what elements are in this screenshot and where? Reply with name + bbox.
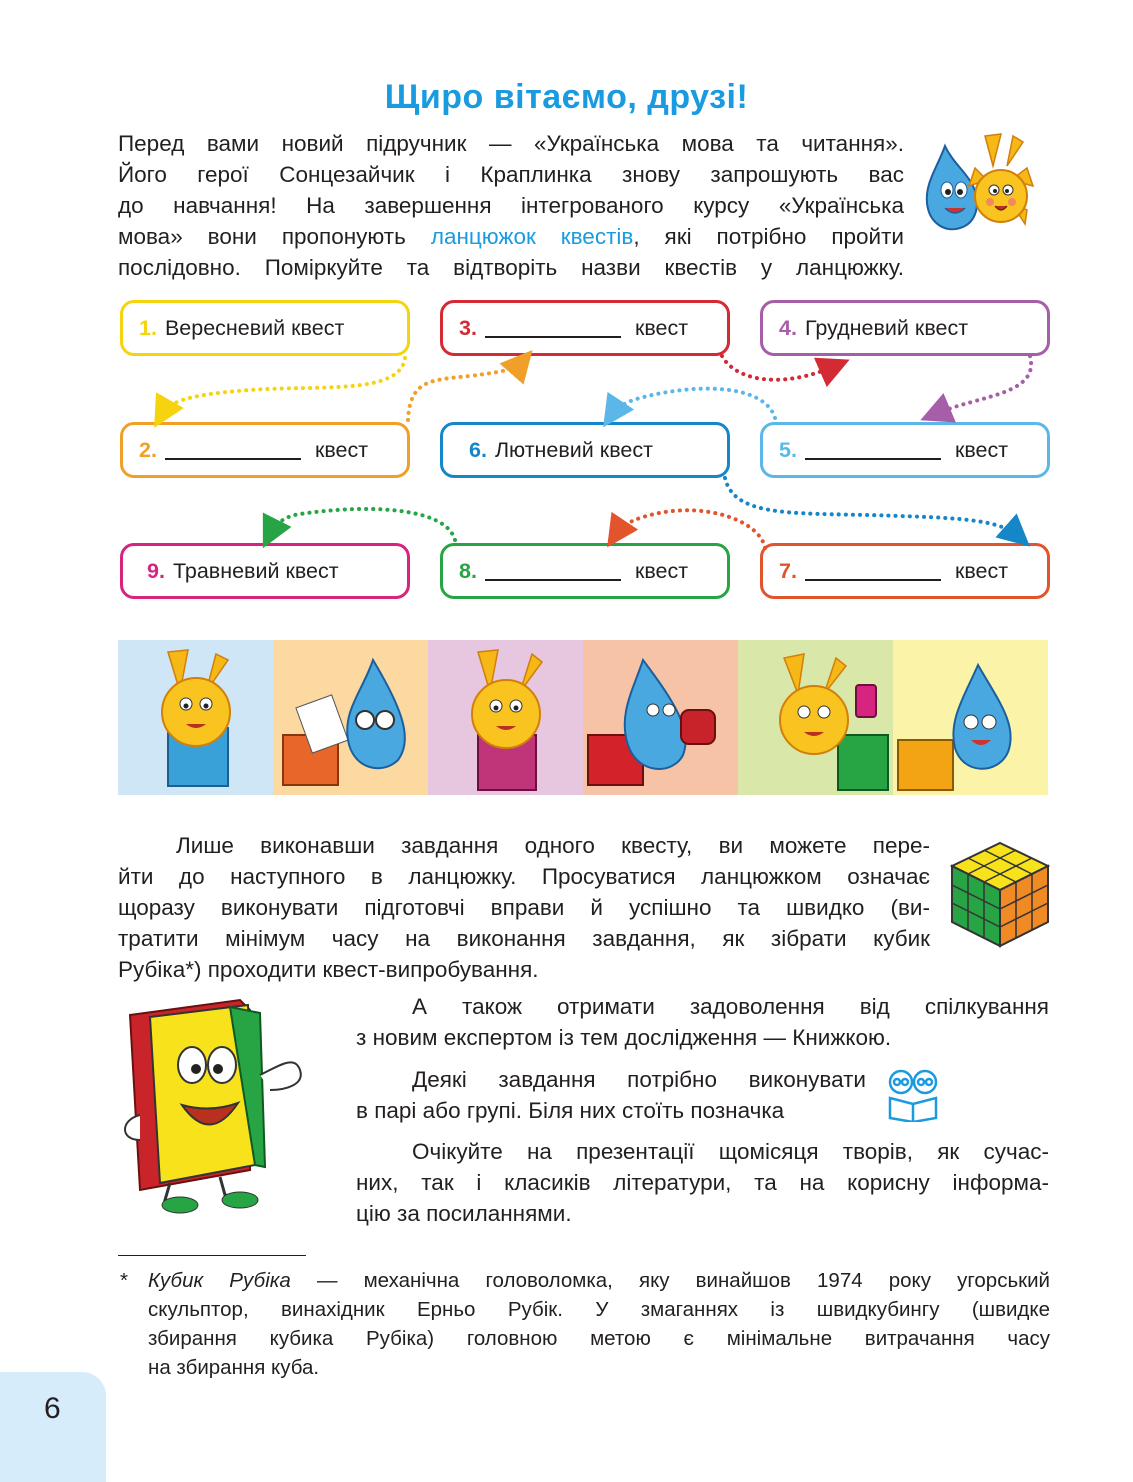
sun-bunny-icon [428, 640, 583, 795]
quest-box-8 [440, 543, 730, 599]
quest-number: 8. [459, 558, 477, 583]
quest-number: 2. [139, 437, 157, 462]
book-line: в парі або групі. Біля них стоїть позначка [356, 1098, 785, 1123]
strip-panel-sun-on-purple-cube [428, 640, 583, 795]
droplet-writing-icon [273, 640, 428, 795]
quest-title: квест [634, 558, 689, 583]
quest-number: 1. [139, 315, 157, 340]
book-line: цію за посиланнями. [356, 1201, 572, 1226]
quest-box-3 [440, 300, 730, 356]
quest-title: Лютневий квест [494, 437, 653, 462]
mascots-illustration [915, 128, 1035, 240]
book-character-icon [110, 995, 330, 1215]
quest-title: квест [954, 437, 1009, 462]
page-number: 6 [44, 1392, 61, 1425]
book-line: з новим експертом із тем дослідження — Книжкою. [356, 1025, 892, 1050]
strip-panel-sun-with-phone [738, 640, 893, 795]
book-line: А також отримати задоволення від спілкування [412, 994, 1049, 1019]
quest-title: квест [634, 315, 689, 340]
footnote-line: на збирання куба. [148, 1356, 320, 1379]
strip-panel-droplet-with-cup [583, 640, 738, 795]
quest-box-4 [760, 300, 1050, 356]
footnote-term: Кубик Рубіка [148, 1269, 291, 1292]
footnote [120, 1266, 1050, 1382]
footnote-divider [118, 1255, 306, 1256]
droplet-character-icon [927, 146, 977, 229]
intro-line: Перед вами новий підручник — «Українська мова та читання». [118, 131, 904, 156]
book-paragraph-3 [356, 1136, 1049, 1229]
rubik-line: щоразу виконувати підготовчі вправи й успішно та швидко (ви- [118, 895, 930, 920]
arrow-1-to-2 [162, 358, 405, 414]
quest-chain-link[interactable]: ланцюжок квестів [430, 224, 634, 249]
book-paragraph-1 [356, 991, 1049, 1053]
quest-title: Грудневий квест [804, 315, 969, 340]
quest-title: Травневий квест [172, 558, 339, 583]
arrow-6-to-7 [725, 478, 1018, 536]
book-paragraph-2 [356, 1064, 866, 1126]
intro-text: , які потрібно пройти [633, 224, 904, 249]
book-line: них, так і класиків літератури, та на корисну інформа- [356, 1170, 1049, 1195]
pair-work-icon [884, 1068, 942, 1122]
rubik-cube-icon [950, 838, 1050, 948]
rubik-paragraph [118, 830, 930, 985]
footnote-text: — механічна головоломка, яку винайшов 1974 року угорський [290, 1269, 1051, 1292]
footnote-body [148, 1266, 1050, 1382]
droplet-with-cup-icon [583, 640, 738, 795]
quest-title: Вересневий квест [164, 315, 345, 340]
book-line: Деякі завдання потрібно виконувати [412, 1067, 866, 1092]
strip-panel-droplet-writing [273, 640, 428, 795]
arrow-4-to-5 [935, 356, 1031, 414]
quest-title: квест [314, 437, 369, 462]
quest-number: 6. [469, 437, 487, 462]
arrow-3-to-4 [722, 356, 835, 380]
quest-number: 4. [779, 315, 797, 340]
quest-number: 7. [779, 558, 797, 583]
quest-blank-field[interactable] [805, 440, 941, 460]
quest-number: 9. [147, 558, 165, 583]
quest-blank-field[interactable] [485, 561, 621, 581]
intro-text: мова» вони пропонують [118, 224, 431, 249]
droplet-dancing-icon [893, 640, 1048, 795]
strip-panel-sun-on-blue-cube [118, 640, 273, 795]
sun-bunny-with-phone-icon [738, 640, 893, 795]
quest-box-9 [120, 543, 410, 599]
characters-strip [118, 640, 1048, 795]
page-title: Щиро вітаємо, друзі! [384, 78, 749, 116]
sun-bunny-icon [118, 640, 273, 795]
intro-paragraph [118, 128, 904, 283]
quest-box-1 [120, 300, 410, 356]
rubik-line: Лише виконавши завдання одного квесту, ви можете пере- [176, 833, 930, 858]
strip-panel-droplet-dancing [893, 640, 1048, 795]
rubik-line: йти до наступного в ланцюжку. Просуватися ланцюжком означає [118, 864, 930, 889]
quest-title: квест [954, 558, 1009, 583]
page-number-tab [0, 1372, 106, 1482]
intro-line: до навчання! На завершення інтегрованого курсу «Українська [118, 193, 904, 218]
quest-blank-field[interactable] [485, 318, 621, 338]
quest-number: 5. [779, 437, 797, 462]
intro-line [118, 221, 904, 252]
quest-number: 3. [459, 315, 477, 340]
book-line: Очікуйте на презентації щомісяця творів, як сучас- [412, 1139, 1049, 1164]
intro-line: Його герої Сонцезайчик і Краплинка знову запрошують вас [118, 162, 904, 187]
quest-box-6 [440, 422, 730, 478]
footnote-line [148, 1266, 1050, 1295]
quest-box-5 [760, 422, 1050, 478]
rubik-line: тратити мінімум часу на виконання завдання, як зібрати кубик [118, 926, 930, 951]
footnote-line: скульптор, винахідник Ерньо Рубік. У змаганнях із швидкубингу (швидке [148, 1298, 1050, 1321]
footnote-line: збирання кубика Рубіка) головною метою є мінімальне витрачання часу [148, 1327, 1050, 1350]
quest-blank-field[interactable] [805, 561, 941, 581]
arrow-8-to-9 [270, 509, 455, 540]
intro-line: послідовно. Поміркуйте та відтворіть назви квестів у ланцюжку. [118, 255, 904, 280]
arrow-5-to-6 [612, 389, 775, 418]
quest-blank-field[interactable] [165, 440, 301, 460]
quest-box-7 [760, 543, 1050, 599]
sun-bunny-character-icon [969, 134, 1033, 224]
quest-box-2 [120, 422, 410, 478]
rubik-line: Рубіка*) проходити квест-випробування. [118, 957, 539, 982]
arrow-2-to-3 [408, 362, 522, 420]
footnote-star: * [120, 1269, 128, 1292]
